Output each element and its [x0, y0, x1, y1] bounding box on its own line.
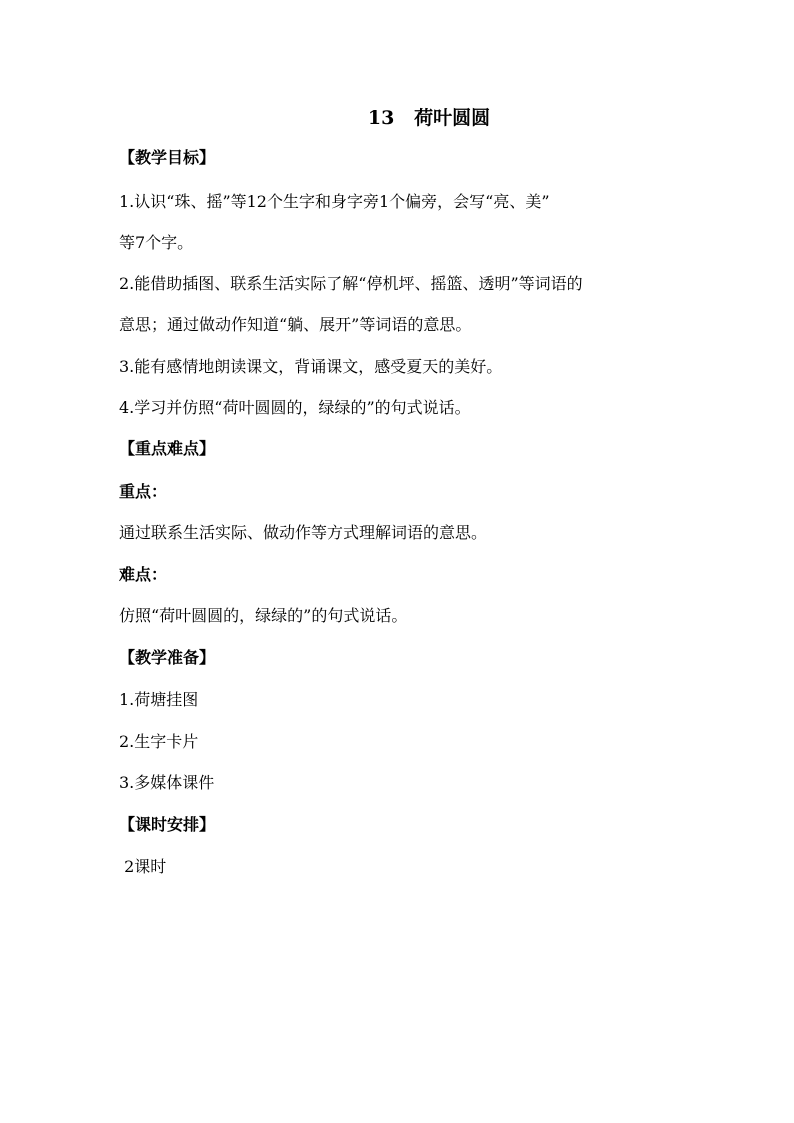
section-heading-schedule: 【课时安排】: [119, 815, 216, 834]
page-title: 13 荷叶圆圆: [367, 107, 491, 129]
schedule-text: 2课时: [119, 857, 167, 876]
goal-line-3: 2.能借助插图、联系生活实际了解“停机坪、摇篮、透明”等词语的: [119, 274, 583, 293]
goal-line-6: 4.学习并仿照“荷叶圆圆的，绿绿的”的句式说话。: [119, 398, 471, 417]
focus-label: 重点：: [119, 482, 168, 501]
preparation-item-3: 3.多媒体课件: [119, 773, 215, 792]
section-heading-preparation: 【教学准备】: [119, 648, 216, 667]
section-heading-goals: 【教学目标】: [119, 148, 216, 167]
goal-line-2: 等7个字。: [119, 233, 194, 252]
preparation-item-2: 2.生字卡片: [119, 732, 199, 751]
difficulty-text: 仿照“荷叶圆圆的，绿绿的”的句式说话。: [119, 606, 408, 625]
focus-text: 通过联系生活实际、做动作等方式理解词语的意思。: [119, 523, 488, 542]
goal-line-1: 1.认识“珠、摇”等12个生字和身字旁1个偏旁，会写“亮、美”: [119, 192, 550, 211]
preparation-item-1: 1.荷塘挂图: [119, 690, 199, 709]
goal-line-5: 3.能有感情地朗读课文，背诵课文，感受夏天的美好。: [119, 357, 503, 376]
section-heading-key-points: 【重点难点】: [119, 439, 216, 458]
goal-line-4: 意思；通过做动作知道“躺、展开”等词语的意思。: [119, 315, 472, 334]
difficulty-label: 难点：: [119, 565, 168, 584]
